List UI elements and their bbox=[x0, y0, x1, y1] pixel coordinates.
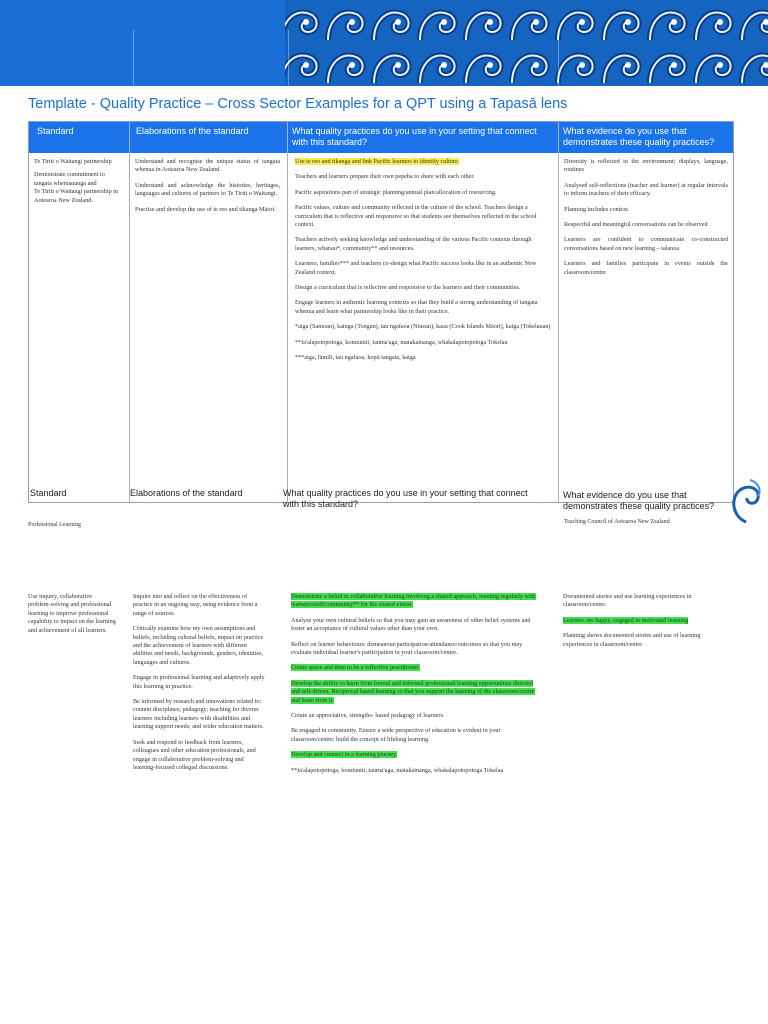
practice-text: Be engaged in community. Ensure a wide perspective of education is evident in your classroom/centre; build the concept of lifelong learning. bbox=[291, 727, 501, 743]
elaboration-text: Practise and develop the use of te reo and tikanga Māori. bbox=[135, 205, 276, 213]
practice-text bbox=[291, 751, 541, 759]
row1-elaborations-cell bbox=[135, 158, 280, 221]
elaboration-text: Understand and recognise the unique status of tangata whenua in Aotearoa New Zealand. bbox=[135, 158, 280, 174]
column-divider bbox=[558, 122, 559, 502]
elaboration-text: Seek and respond to feedback from learners, colleagues and other education professionals, and engage in collaborative problem-solving and learning-focused collegial discussions. bbox=[133, 738, 256, 771]
practice-text: Learners, families*** and teachers co-design what Pacific success looks like in an authentic New Zealand context. bbox=[295, 260, 537, 276]
practice-text bbox=[291, 593, 541, 610]
evidence-text: Learners are confident to communicate co-constructed conversations based on new learning – talanoa bbox=[564, 236, 728, 252]
banner-divider bbox=[558, 30, 559, 86]
column-divider bbox=[129, 122, 130, 502]
practice-text: Design a curriculum that is reflective and responsive to the learners and their communities. bbox=[295, 284, 521, 292]
standard-text: Demonstrate commitment to tangata whenuatanga and bbox=[34, 171, 105, 187]
section-label-left: Professional Learning bbox=[28, 522, 81, 528]
highlighted-text: Demonstrate a belief in collaborative learning involving a shared approach, meeting regularly with learners/staff/community** for the shared vision. bbox=[291, 593, 536, 609]
header-practices: What quality practices do you use in your setting that connect with this standard? bbox=[292, 126, 537, 147]
banner-divider bbox=[288, 30, 289, 86]
banner-divider bbox=[133, 30, 134, 86]
evidence-text: Analysed self-reflections (teacher and learner) at regular intervals to inform teachers of their efficacy. bbox=[564, 181, 728, 198]
practice-text bbox=[295, 158, 551, 166]
row2-standard-cell: Use inquiry, collaborative problem-solving and professional learning to improve professional capability to impact on the learning and achievement of all learners. bbox=[28, 593, 116, 634]
repeat-header-elaborations: Elaborations of the standard bbox=[130, 488, 243, 498]
highlighted-text: Create space and time to be a reflective practitioner. bbox=[291, 664, 420, 672]
header-banner bbox=[0, 0, 768, 86]
evidence-text: Planning includes context bbox=[564, 205, 628, 213]
standard-text: Te Tiriti o Waitangi partnership bbox=[34, 158, 112, 165]
highlighted-text: Use te reo and tikanga and link Pacific learners to identify culture. bbox=[295, 158, 460, 165]
elaboration-text: Be informed by research and innovations related to: content disciplines; pedagogy; teaching for diverse learners including learners with disabilities and learning support needs; and wider education matters. bbox=[133, 698, 264, 731]
evidence-text: Learners and families participate in events outside the classroom/centre bbox=[564, 260, 728, 276]
practice-text: Reflect on learner behaviours: demeanour/participation/attendance/outcomes so that you may evaluate individual learner's participation in your classroom/centre. bbox=[291, 640, 523, 657]
repeat-header-standard: Standard bbox=[30, 488, 67, 498]
footnote-text: *aiga (Samoan), kainga (Tongan), tau ngafaoa (Niuean), kaau (Cook Islands Māori), kaiga (Tokelauan) bbox=[295, 323, 551, 331]
evidence-text: Planning shows documented stories and use of learning experiences in classroom/centre bbox=[563, 632, 701, 648]
elaboration-text: Critically examine how my own assumptions and beliefs, including cultural beliefs, impact on practice and the achievement of learners with different abilities and needs, backgrounds, genders, identities, languages and cultures. bbox=[133, 625, 264, 666]
elaboration-text: Understand and acknowledge the histories, heritages, languages and cultures of partners to Te Tiriti o Waitangi. bbox=[135, 181, 280, 198]
footnote-text: **fa'alapotopotoga, komiuniti, tauma'aga, matakainanga, whakalapotopotoga Tokelau bbox=[295, 338, 508, 346]
banner-plain-panel bbox=[0, 0, 285, 86]
practice-text: Pacific values, culture and community reflected in the culture of the school. Teachers design a curriculum that is reflective and responsive so that students see themselves reflected in the school context. bbox=[295, 204, 537, 229]
table-header-row bbox=[29, 122, 733, 153]
practice-text: Analyse your own cultural beliefs so that you may gain an awareness of other belief systems and foster an acceptance of cultural values other than your own. bbox=[291, 616, 531, 633]
header-standard: Standard bbox=[37, 126, 74, 136]
highlighted-text: Learners are happy, engaged in motivated learning bbox=[563, 616, 689, 624]
row2-elaborations-cell bbox=[133, 593, 265, 779]
column-divider bbox=[287, 122, 288, 502]
koru-swirl-icon bbox=[728, 476, 764, 524]
highlighted-text: Develop and connect in a learning journey. bbox=[291, 751, 398, 759]
footnote-text: ***aiga, fāmili, tau ngafaoa, kopū tangata, kaiga bbox=[295, 354, 416, 362]
highlighted-text: Develop the ability to learn from formal and informal professional learning opportunities directed and self-driven. Reciprocal based learning so that you support the learning of the classroom/centre and learn from it. bbox=[291, 679, 535, 704]
row1-evidence-cell bbox=[564, 158, 728, 284]
repeat-header-evidence: What evidence do you use that demonstrates these quality practices? bbox=[563, 490, 715, 511]
standards-table bbox=[28, 121, 734, 503]
evidence-text: Documented stories and use learning experiences in classroom/centre. bbox=[563, 593, 692, 609]
elaboration-text: Inquire into and reflect on the effectiveness of practice in an ongoing way, using evidence from a range of sources. bbox=[133, 593, 258, 617]
practice-text: Teachers actively seeking knowledge and understanding of the various Pacific contexts through learners, whanau*, community** and resources. bbox=[295, 236, 532, 252]
section-label-right: Teaching Council of Aotearoa New Zealand bbox=[564, 519, 670, 525]
header-evidence: What evidence do you use that demonstrates these quality practices? bbox=[563, 126, 715, 147]
header-elaborations: Elaborations of the standard bbox=[136, 126, 249, 136]
evidence-text: Diversity is reflected in the environment; displays, language, routines bbox=[564, 158, 728, 174]
elaboration-text: Engage in professional learning and adaptively apply this learning in practice. bbox=[133, 674, 265, 690]
footnote-text: **fa'alapotopotoga, komiuniti, tauma'aga, matakainanga, whakalapotopotoga Tokelau bbox=[291, 766, 504, 774]
row2-practices-cell bbox=[291, 593, 541, 782]
page-title: Template - Quality Practice – Cross Sector Examples for a QPT using a Tapasā lens bbox=[28, 96, 568, 112]
practice-text bbox=[291, 664, 541, 672]
practice-text: Create an appreciative, strengths- based pedagogy of learners. bbox=[291, 712, 445, 720]
standard-text: Te Tiriti o Waitangi partnership in Aotearoa New Zealand. bbox=[34, 188, 119, 204]
practice-text: Pacific aspirations part of strategic planning/annual plan/allocation of resourcing. bbox=[295, 188, 497, 196]
row1-standard-cell bbox=[34, 158, 124, 212]
repeat-header-practices: What quality practices do you use in your setting that connect with this standard? bbox=[283, 488, 528, 509]
practice-text: Teachers and learners prepare their own pepeha to share with each other. bbox=[295, 173, 475, 181]
practice-text: Engage learners in authentic learning contexts so that they build a strong understanding of tangata whenua and learn what partnership looks like in their practice. bbox=[295, 299, 538, 315]
evidence-text bbox=[563, 617, 713, 625]
practice-text bbox=[291, 680, 541, 705]
row1-practices-cell bbox=[295, 158, 551, 370]
row2-evidence-cell bbox=[563, 593, 713, 656]
evidence-text: Respectful and meaningful conversations can be observed bbox=[564, 221, 708, 229]
